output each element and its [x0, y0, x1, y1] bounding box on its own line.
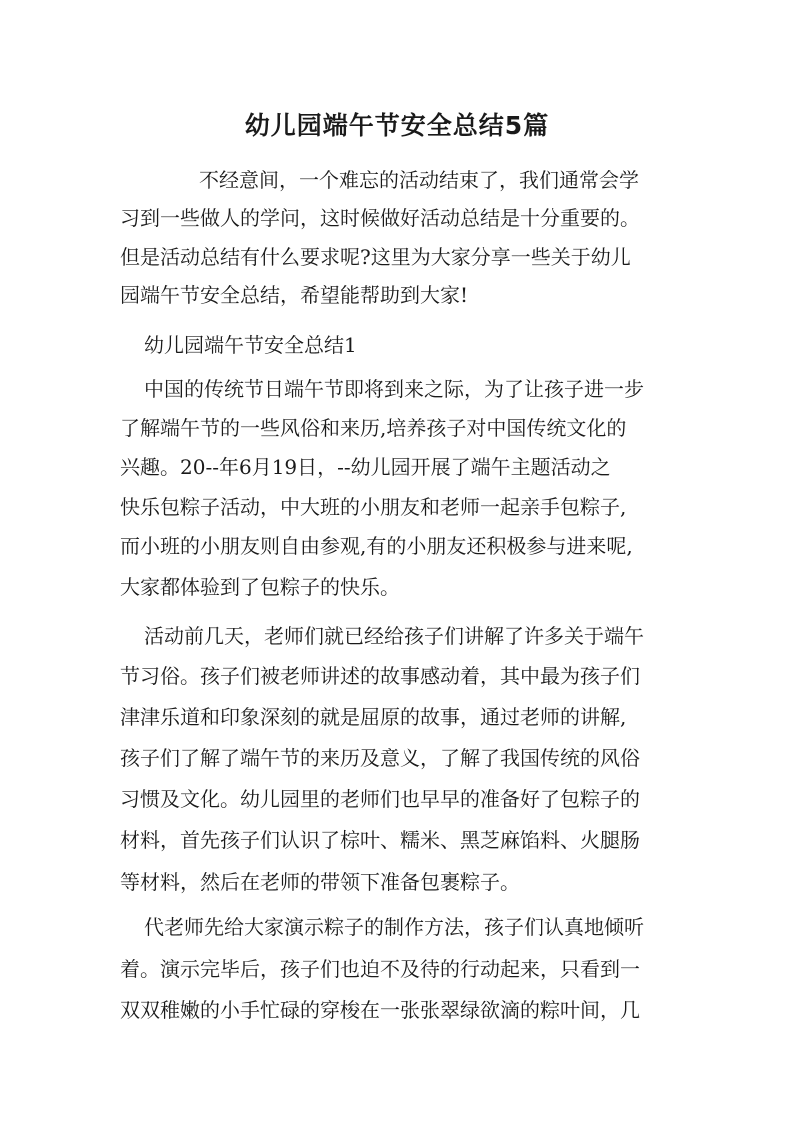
document-title: 幼儿园端午节安全总结5篇 — [244, 111, 550, 140]
text-line: 了解端午节的一些风俗和来历,培养孩子对中国传统文化的 — [120, 416, 627, 440]
text-line: 活动前几天，老师们就已经给孩子们讲解了许多关于端午 — [144, 624, 644, 648]
text-line: 等材料，然后在老师的带领下准备包裹粽子。 — [120, 870, 520, 894]
text-line: 代老师先给大家演示粽子的制作方法，孩子们认真地倾听 — [144, 915, 644, 939]
text-line: 孩子们了解了端午节的来历及意义，了解了我国传统的风俗 — [120, 746, 640, 770]
text-line: 园端午节安全总结，希望能帮助到大家! — [120, 283, 469, 307]
text-line: 快乐包粽子活动，中大班的小朋友和老师一起亲手包粽子, — [120, 495, 627, 519]
text-line: 而小班的小朋友则自由参观,有的小朋友还积极参与进来呢, — [120, 534, 633, 558]
text-line: 习到一些做人的学问，这时候做好活动总结是十分重要的。 — [120, 206, 640, 230]
text-line: 不经意间，一个难忘的活动结束了，我们通常会学 — [199, 168, 639, 192]
text-line: 大家都体验到了包粽子的快乐。 — [120, 575, 400, 599]
text-line: 但是活动总结有什么要求呢?这里为大家分享一些关于幼儿 — [120, 245, 631, 269]
text-line: 兴趣。20--年6月19日，--幼儿园开展了端午主题活动之 — [120, 455, 611, 479]
text-line: 双双稚嫩的小手忙碌的穿梭在一张张翠绿欲滴的粽叶间，几 — [120, 998, 640, 1022]
text-line: 津津乐道和印象深刻的就是屈原的故事，通过老师的讲解, — [120, 705, 627, 729]
text-line: 习惯及文化。幼儿园里的老师们也早早的准备好了包粽子的 — [120, 787, 640, 811]
text-line: 着。演示完毕后，孩子们也迫不及待的行动起来，只看到一 — [120, 957, 640, 981]
text-line: 中国的传统节日端午节即将到来之际，为了让孩子进一步 — [144, 377, 644, 401]
section-heading: 幼儿园端午节安全总结1 — [144, 333, 357, 357]
text-line: 材料，首先孩子们认识了棕叶、糯米、黑芝麻馅料、火腿肠 — [120, 828, 640, 852]
text-line: 节习俗。孩子们被老师讲述的故事感动着，其中最为孩子们 — [120, 664, 640, 688]
